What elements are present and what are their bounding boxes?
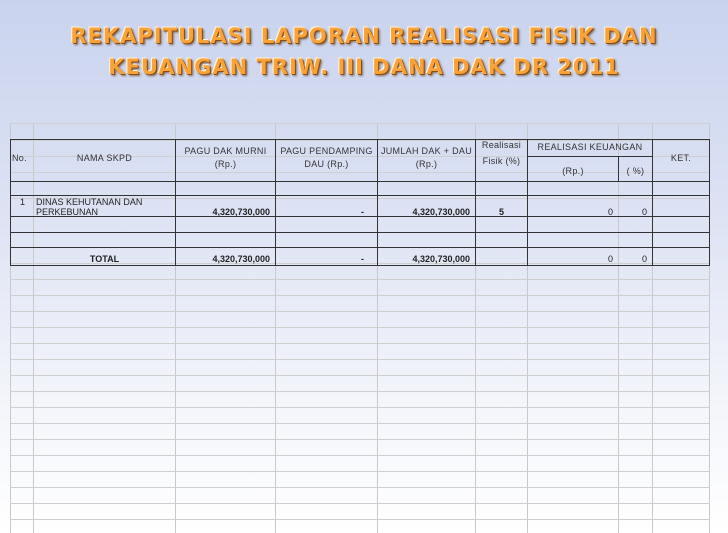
row-keuangan-rp: 0 xyxy=(607,207,613,217)
header-jumlah: JUMLAH DAK + DAU xyxy=(380,146,473,156)
header-keuangan-rp: (Rp.) xyxy=(562,166,584,176)
header-keuangan-persen: ( %) xyxy=(626,166,645,176)
header-realisasi-fisik: Realisasi xyxy=(481,140,522,150)
header-realisasi-keuangan: REALISASI KEUANGAN xyxy=(537,142,643,152)
total-pendamping: - xyxy=(361,254,364,264)
row-no: 1 xyxy=(20,197,26,207)
total-keuangan-rp: 0 xyxy=(607,254,613,264)
header-pagu-dak: PAGU DAK MURNI xyxy=(184,146,267,156)
total-pagu-dak: 4,320,730,000 xyxy=(212,254,270,264)
row-fisik: 5 xyxy=(498,207,504,217)
report-title-line2: KEUANGAN TRIW. III DANA DAK DR 2011 xyxy=(108,55,620,79)
row-nama-line2: PERKEBUNAN xyxy=(36,207,99,217)
total-jumlah: 4,320,730,000 xyxy=(412,254,470,264)
header-realisasi-fisik-unit: Fisik (%) xyxy=(482,156,521,166)
header-jumlah-unit: (Rp.) xyxy=(415,159,438,169)
header-ket: KET. xyxy=(670,153,692,163)
row-jumlah: 4,320,730,000 xyxy=(412,207,470,217)
total-keuangan-persen: 0 xyxy=(641,254,647,264)
header-pagu-pendamping-unit: DAU (Rp.) xyxy=(304,159,349,169)
row-keuangan-persen: 0 xyxy=(641,207,647,217)
spreadsheet-table xyxy=(10,123,710,533)
header-pagu-pendamping: PAGU PENDAMPING xyxy=(280,146,373,156)
report-title-line1: REKAPITULASI LAPORAN REALISASI FISIK DAN xyxy=(70,24,658,48)
row-pagu-dak: 4,320,730,000 xyxy=(212,207,270,217)
header-no: No. xyxy=(12,153,27,163)
header-pagu-dak-unit: (Rp.) xyxy=(214,159,237,169)
row-pendamping: - xyxy=(361,207,364,217)
header-nama-skpd: NAMA SKPD xyxy=(76,153,133,163)
total-label: TOTAL xyxy=(89,254,120,264)
row-nama-line1: DINAS KEHUTANAN DAN xyxy=(36,197,143,207)
